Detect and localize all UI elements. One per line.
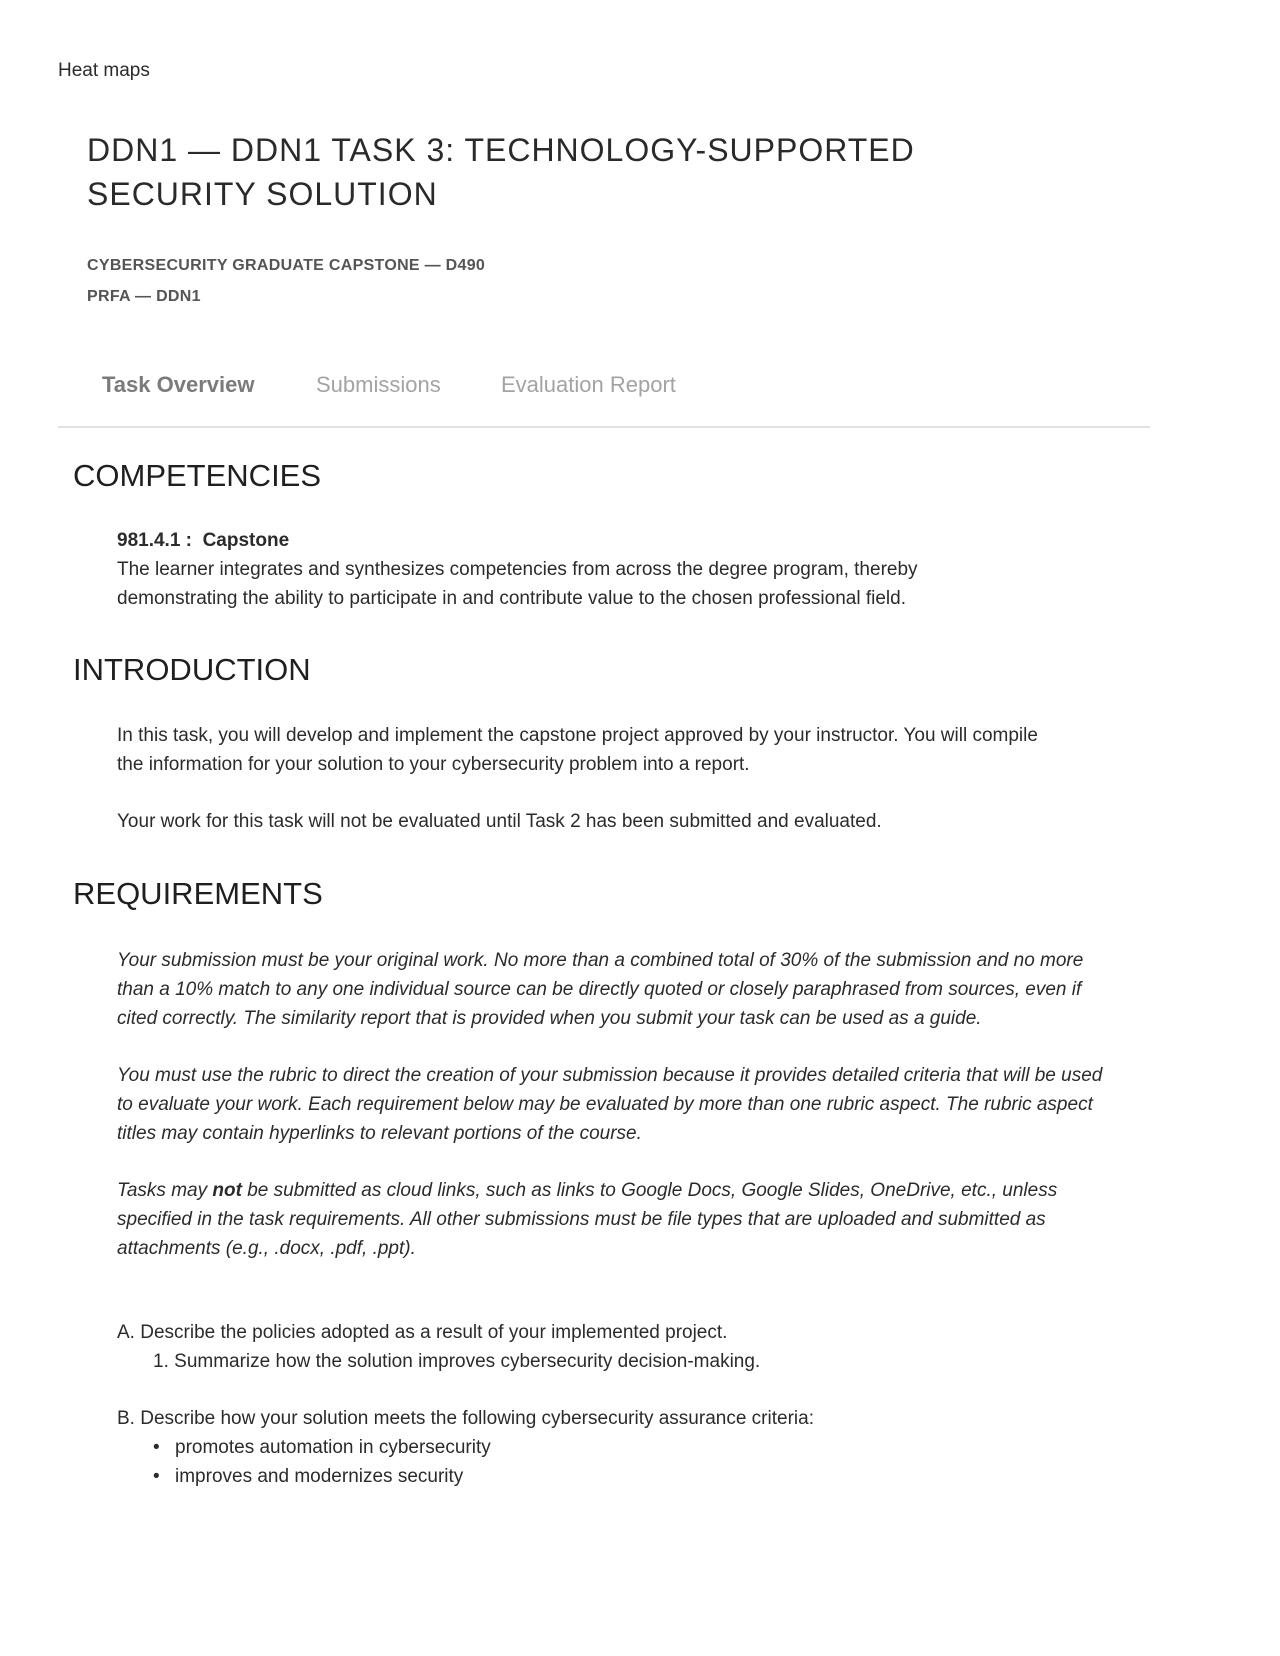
rubric-note: You must use the rubric to direct the creation of your submission because it provides detailed criteria that will be used to evaluate your work. Each requirement below may be evaluated by more than one rubric aspect. The rubric aspect titles may contain hyperlinks to relevant portions of the course. bbox=[117, 1065, 1103, 1144]
introduction-body bbox=[117, 721, 1097, 836]
page-title bbox=[87, 128, 967, 216]
cloud-links-note bbox=[117, 1176, 1107, 1263]
cloud-links-note-end: be submitted as cloud links, such as links to Google Docs, Google Slides, OneDrive, etc., unless specified in the task requirements. All other submissions must be file types that are uploaded and submitted as attachments (e.g., .docx, .pdf, .ppt). bbox=[117, 1180, 1058, 1259]
breadcrumb-label: Heat maps bbox=[58, 60, 150, 81]
page-title-line-2: SECURITY SOLUTION bbox=[87, 176, 438, 212]
competency-name: Capstone bbox=[202, 530, 290, 551]
requirement-b bbox=[117, 1404, 814, 1433]
bullet-icon: • bbox=[153, 1466, 160, 1487]
course-name: CYBERSECURITY GRADUATE CAPSTONE — D490 bbox=[87, 257, 486, 274]
cloud-links-note-start: Tasks may bbox=[117, 1180, 213, 1201]
originality-note: Your submission must be your original work. No more than a combined total of 30% of the submission and no more than a 10% match to any one individual source can be directly quoted or closely paraphrased from sources, even if cited correctly. The similarity report that is provided when you submit your task can be used as a guide. bbox=[117, 950, 1084, 1029]
bullet-text: promotes automation in cybersecurity bbox=[175, 1437, 491, 1458]
requirement-a1 bbox=[153, 1347, 760, 1376]
tab-task-overview[interactable]: Task Overview bbox=[102, 372, 255, 397]
tab-submissions[interactable]: Submissions bbox=[316, 372, 441, 397]
list-item bbox=[153, 1433, 491, 1462]
tab-evaluation-report[interactable]: Evaluation Report bbox=[501, 372, 676, 397]
requirements-heading: REQUIREMENTS bbox=[73, 876, 323, 911]
list-item bbox=[153, 1462, 463, 1491]
page-title-line-1: DDN1 — DDN1 TASK 3: TECHNOLOGY-SUPPORTED bbox=[87, 132, 915, 168]
course-meta bbox=[87, 250, 485, 312]
bullet-icon: • bbox=[153, 1437, 160, 1458]
competency-title bbox=[117, 526, 1097, 555]
cloud-links-note-emphasis: not bbox=[212, 1180, 242, 1201]
requirement-a1-text: Summarize how the solution improves cybersecurity decision-making. bbox=[174, 1351, 761, 1372]
introduction-heading: INTRODUCTION bbox=[73, 652, 311, 687]
tab-bar bbox=[58, 362, 1150, 428]
introduction-paragraph-2: Your work for this task will not be evaluated until Task 2 has been submitted and evaluated. bbox=[117, 811, 882, 832]
competency-description: The learner integrates and synthesizes competencies from across the degree program, thereby demonstrating the ability to participate in and contribute value to the chosen professional field. bbox=[117, 559, 918, 609]
requirement-b-marker: B. bbox=[117, 1408, 135, 1429]
requirement-a1-marker: 1. bbox=[153, 1351, 169, 1372]
requirement-a bbox=[117, 1318, 727, 1347]
requirement-a-text: Describe the policies adopted as a result of your implemented project. bbox=[140, 1322, 728, 1343]
requirement-b-text: Describe how your solution meets the following cybersecurity assurance criteria: bbox=[140, 1408, 814, 1429]
bullet-text: improves and modernizes security bbox=[175, 1466, 464, 1487]
assessment-code: PRFA — DDN1 bbox=[87, 288, 201, 305]
introduction-paragraph-1: In this task, you will develop and implement the capstone project approved by your instructor. You will compile the information for your solution to your cybersecurity problem into a report. bbox=[117, 725, 1038, 775]
requirement-a-marker: A. bbox=[117, 1322, 135, 1343]
competencies-heading: COMPETENCIES bbox=[73, 458, 322, 493]
competency-code: 981.4.1 : bbox=[117, 530, 192, 551]
competency-block bbox=[117, 526, 1097, 613]
requirements-notes bbox=[117, 946, 1107, 1263]
